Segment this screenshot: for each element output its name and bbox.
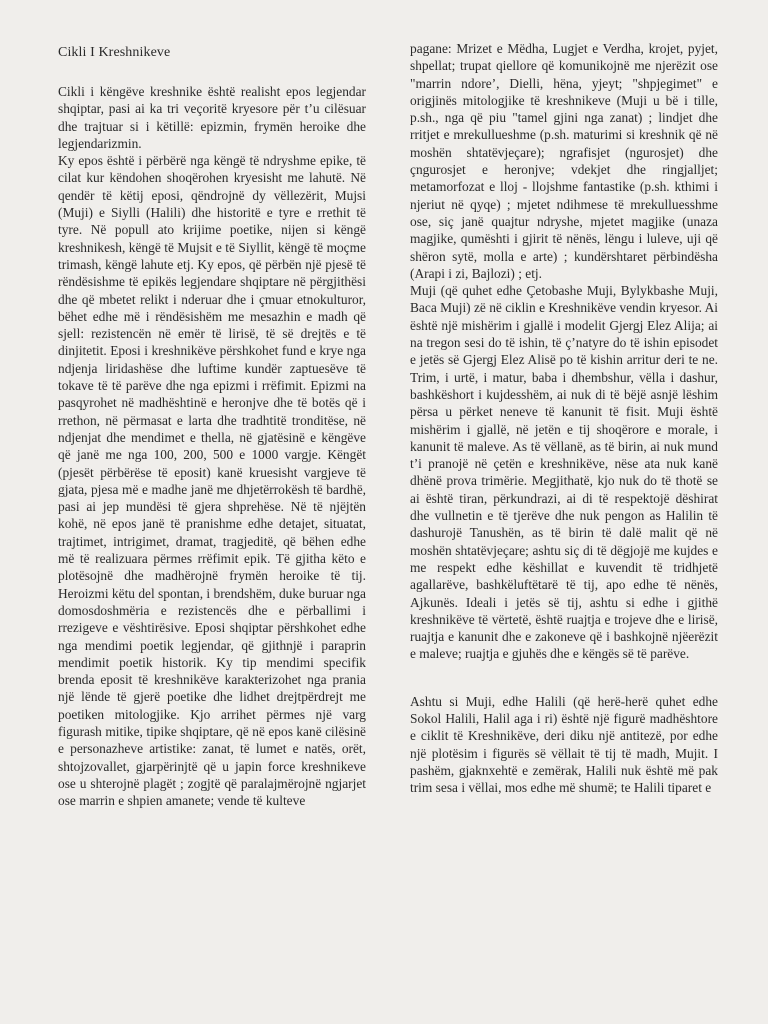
right-column xyxy=(410,40,718,796)
paragraph-intro: Cikli i këngëve kreshnike është realisht epos legjendar shqiptar, pasi ai ka tri veçoritë kryesore për t’u cilësuar dhe trajtuar si i këtillë: epizmin, frymën heroike dhe legjendarizmin. xyxy=(58,84,366,151)
paragraph-epos-body: Ky epos është i përbërë nga këngë të ndryshme epike, të cilat kur këndohen shoqërohen kryesisht me lahutë. Në qendër të këtij eposi, qëndrojnë dy vëllezërit, Mujsi (Muji) e Siylli (Halili) dhe historitë e tyre e rrethit të tyre. Në popull ato krijime poetike, nijen si këngë kreshnikesh, këngë të Mujsit e të Siyllit, këngë të moçme trimash, këngë lahute etj. Ky epos, që përbën një pjesë të rëndësishme të epikës legjendare shqiptare në përgjithësi dhe që mbetet relikt i nderuar dhe i çmuar etnokulturor, bëhet edhe më i rëndësishëm me mesazhin e madh që sjell: rezistencën në emër të lirisë, të së drejtës e të dinjitetit. Eposi i kreshnikëve përshkohet fund e krye nga ndjenja liridashëse dhe luftime kundër zaptuesëve të tokave të të parëve dhe nga epizmi i rrëfimit. Epizmi na pasqyrohet në madhështinë e heronjve dhe të botës që i rrethon, në përmasat e larta dhe tradhtitë tronditëse, në ndjenjat dhe mendimet e thella, në gjatësinë e këngëve që janë me nga 100, 200, 500 e 1000 vargje. Këngët (pjesët përbërëse të eposit) kanë kruesisht vargjeve të gjata, pjesa më e madhe janë me dhjetërrokësh të bardhë, pasi ai jep mundësi të gjera shprehëse. Në të njëjtën kohë, në epos janë të pranishme edhe detajet, situatat, trajtimet, intrigimet, dramat, tragjeditë, që bëhen edhe më të realizuara përmes rrëfimit epik. Të gjitha këto e plotësojnë dhe madhërojnë frymën heroike të tij. Heroizmi këtu del spontan, i brendshëm, duke buruar nga domosdoshmëria e rezistencës dhe e përballimi i rrezigeve e vështirësive. Eposi shqiptar përshkohet edhe nga mendimi poetik legjendar, që gjithnjë i paraprin mendimit poetik historik. Ky tip mendimi specifik brenda eposit të kreshnikëve karakterizohet nga prania një lënde të gjerë poetike dhe lidhet drejtpërdrejt me poetiken mitologjike. Kjo arrihet përmes një varg figurash mitike, tipike shqiptare, që në epos kanë cilësinë e personazheve artistike: zanat, të lumet e natës, orët, shtojzovallet, gjarpërinjtë që u japin force kreshnikeve ose u shterojnë plagët ; zogjtë që paralajmërojnë ngjarjet ose marrin e shpien amanete; vende të kulteve xyxy=(58,153,366,809)
left-column xyxy=(58,40,366,809)
document-title: Cikli I Kreshnikeve xyxy=(58,45,171,60)
paragraph-mythology-continued: pagane: Mrizet e Mëdha, Lugjet e Verdha, krojet, pyjet, shpellat; trupat qiellore që komunikojnë me njerëzit ose "marrin ndore’, Dielli, hëna, yjeyt; "shpjegimet" e origjinës mitologjike të kreshnikeve (Muji u bë i tille, p.sh., nga që piu "tamel gjini nga zanat) ; lindjet dhe rritjet e mrekullueshme (p.sh. maturimi si kreshnik që në moshën shtatëvjeçare); ngrafisjet (ngurosjet) dhe çngurosjet e heronjve; vdekjet dhe ringjalljet; metamorfozat e lloj - llojshme fantastike (p.sh. kthimi i njeriut në qyqe) ; mjetet ndihmese të mrekulluesshme ose, siç janë quajtur ndryshe, mjetet magjike (unaza magjike, qumështi i gjirit të nënës, lëngu i luleve, uji që shëron sytë, molla e arte) ; kundërshtaret përbindësha (Arapi i zi, Bajlozi) ; etj. xyxy=(410,41,718,281)
paragraph-gap xyxy=(410,663,718,693)
paragraph-halili: Ashtu si Muji, edhe Halili (që herë-herë quhet edhe Sokol Halili, Halil aga i ri) është një figurë madhështore e ciklit të Kreshnikëve, deri diku një antitezë, por edhe një plotësim i figurës së vëllait të tij të madh, Mujit. I pashëm, gjaknxehtë e zemërak, Halili nuk është më pak trim sesa i vëllai, mos edhe më shumë; te Halili tiparet e xyxy=(410,693,718,796)
paragraph-muji: Muji (që quhet edhe Çetobashe Muji, Bylykbashe Muji, Baca Muji) zë në ciklin e Kreshnikëve vendin kryesor. Ai është një mishërim i gjallë i modelit Gjergj Elez Alija; ai na tregon sesi do të ishin, të ç’natyre do të ishin episodet e jetës së Gjergj Elez Alisë po të kishin arritur deri te ne. Trim, i urtë, i matur, baba i dhembshur, vëlla i dashur, bashkëshort i kujdesshëm, ai nuk di të bëjë asnjë lëshim përsa u përket neneve të kanunit të fisit. Muji është mishërim i gjallë, në jetën e tij shoqërore e morale, i kanunit të maleve. As të vëllanë, as të birin, ai nuk mund t’i pranojë në çetën e kreshnikëve, nëse ata nuk kanë dhënë prova trimërie. Megjithatë, kjo nuk do të thotë se ai është tiran, përkundrazi, ai di të respektojë dëshirat dhe vullnetin e të tjerëve dhe nuk pengon as Halilin të dashurojë Tanushën, as të birin të dalë malit që në moshën shtatëvjeçare; ashtu siç di të dëgjojë me kujdes e me respekt edhe këshillat e kuvendit të tridhjetë agallarëve, bashkëluftëtarë të tij, apo edhe të nënës, Ajkunës. Ideali i jetës së tij, ashtu si edhe i gjithë kreshnikëve të vërtetë, është ruajtja e trojeve dhe e lirisë, ruajtja e kanunit dhe e zakoneve që i bashkojnë njëerëzit e maleve; ruajtja e gjuhës dhe e këngës së të parëve. xyxy=(410,283,718,662)
